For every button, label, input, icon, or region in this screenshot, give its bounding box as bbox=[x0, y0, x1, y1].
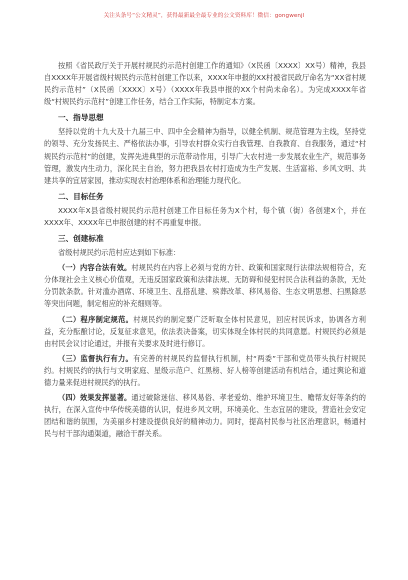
goals-paragraph: XXXX年X县省级村规民约示范村创建工作目标任务为X个村，每个镇（街）各创建X个，并在XXXX年、XXXX年已申报创建的村不再重复申报。 bbox=[44, 205, 366, 227]
intro-paragraph: 按照《省民政厅关于开展村规民约示范村创建工作的通知》（X民函〔XXXX〕XX号）精神，我县自XXXX年开展省级村规民约示范村创建工作以来，XXXX年申报的XX村被省民政厅命名为“XX省村规民约示范村”（X民函〔XXXX〕X号）（XXXX年我县申报的XX个村尚未命名）。为完成XXXX年省级“村规民约示范村”创建工作任务，结合工作实际，特制定本方案。 bbox=[44, 61, 366, 107]
section-heading-goals: 二、目标任务 bbox=[58, 191, 104, 201]
standard-item-text: 村规民约在内容上必须与党的方针、政策和国家现行法律法规相符合，充分体现社会主义核心价值观，无违反国家政策和法律法规、无防碍和侵犯村民合法利益的条款，无处分罚款条款。针对滥办酒席、环境卫生、乱搭乱建、殡葬改革、移风易俗、生态文明思想、扫黑除恶等突出问题，制定相应的补充细则等。 bbox=[44, 263, 366, 309]
standard-item-lead: （二）程序制定规范。 bbox=[58, 314, 134, 324]
standards-intro-paragraph: 省级村规民约示范村应达到如下标准： bbox=[58, 248, 181, 258]
standard-item-text: 村规民约的制定要广泛听取全体村民意见，回应村民诉求，协调各方利益，充分酝酿讨论，反复征求意见，依法表决备案，切实体现全体村民的共同意愿。村规民约必须是由村民会议讨论通过，并报有关要求及时进行修订。 bbox=[44, 314, 366, 348]
standard-item-effect bbox=[44, 392, 366, 440]
standard-item-content bbox=[44, 262, 366, 310]
section-heading-standards: 三、创建标准 bbox=[58, 234, 104, 244]
standard-item-lead: （三）监督执行有力。 bbox=[58, 353, 134, 363]
standard-item-lead: （一）内容合法有效。 bbox=[58, 263, 132, 273]
document-body bbox=[44, 60, 366, 440]
guiding-ideology-paragraph: 坚持以党的十九大及十九届三中、四中全会精神为指导，以健全机制、规范管理为主线，坚持党的领导、充分发扬民主、严格依法办事，引导农村群众实行自我管理、自我教育、自我服务，通过“村规民约示范村”的创建，发挥先进典型的示范带动作用，引导广大农村进一步发展农业生产，规范事务管理，激发内生动力，深化民主自治，努力把我县农村打造成为生产发展、生活富裕、乡风文明、共建共享的宜居家园，推动实现农村治理体系和治理能力现代化。 bbox=[44, 127, 366, 185]
standard-item-lead: （四）效果发挥显著。 bbox=[58, 393, 132, 403]
standard-item-text: 通过破除迷信、移风易俗、孝老爱幼、维护环境卫生、赡帮友好等条约的执行，在深入宣传中华传统美德的认识，促进乡风文明，环境美化、生态宜居的建设，营造社会安定团结和谐的氛围，为美丽乡村建设提供良好的精神动力。同时，提高村民参与社区治理意识，畅通村民与村干部沟通渠道，融洽干群关系。 bbox=[44, 393, 366, 439]
banner-text: 关注头条号“公文精灵”，获得最新最全最专业的公文资料库！微信：gongwenjl bbox=[103, 13, 305, 19]
standard-item-text: 有完善的村规民约监督执行机制，村“两委”干部和党员带头执行村规民约。村规民约的执行与文明家庭、星级示范户、红黑榜、好人榜等创建活动有机结合，通过舆论和道德力量来促进村规民约的执行。 bbox=[44, 353, 366, 387]
standard-item-supervision bbox=[44, 353, 366, 389]
standard-item-procedure bbox=[44, 314, 366, 350]
section-heading-guiding-ideology: 一、指导思想 bbox=[58, 113, 104, 123]
top-banner bbox=[0, 0, 408, 30]
